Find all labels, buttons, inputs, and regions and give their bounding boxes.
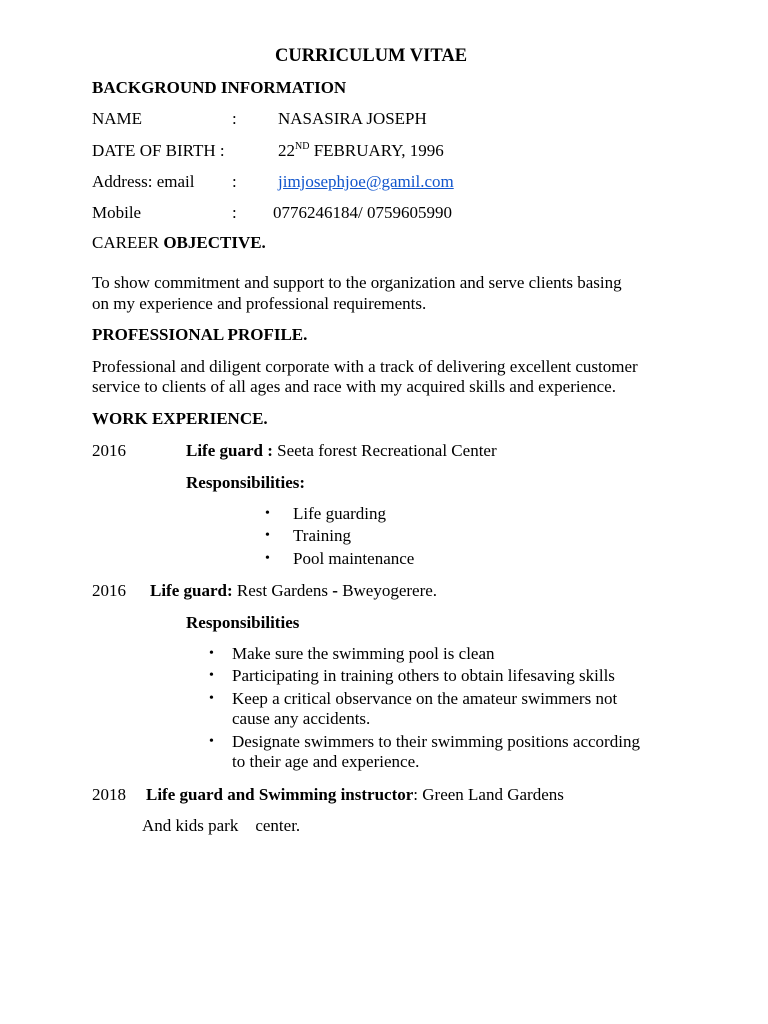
list-item: Pool maintenance [293, 549, 415, 568]
job-title-continuation: And kids park center. [142, 816, 301, 835]
profile-text-line: service to clients of all ages and race with my acquired skills and experience. [92, 377, 616, 396]
bullet-icon: • [265, 528, 270, 543]
list-item: Designate swimmers to their swimming positions according [232, 732, 640, 751]
list-item: Life guarding [293, 504, 386, 523]
bullet-icon: • [209, 646, 214, 661]
dob-value: 22ND FEBRUARY, 1996 [278, 141, 444, 160]
job-year: 2016 [92, 441, 126, 460]
mobile-label: Mobile [92, 203, 142, 222]
list-item: Participating in training others to obtain lifesaving skills [232, 666, 615, 685]
page-title: CURRICULUM VITAE [275, 46, 468, 66]
career-heading: CAREER OBJECTIVE. [92, 233, 266, 252]
bullet-icon: • [209, 691, 214, 706]
list-item: Keep a critical observance on the amateur swimmers not [232, 689, 618, 708]
job-year: 2018 [92, 785, 126, 804]
job-title: Life guard: Rest Gardens - Bweyogerere. [150, 581, 438, 600]
career-text-line: To show commitment and support to the organization and serve clients basing [92, 273, 622, 292]
list-item: Make sure the swimming pool is clean [232, 644, 495, 663]
bullet-icon: • [265, 551, 270, 566]
profile-heading: PROFESSIONAL PROFILE. [92, 325, 308, 344]
responsibilities-heading: Responsibilities [186, 613, 300, 632]
responsibilities-heading: Responsibilities: [186, 473, 306, 492]
list-item-continuation: to their age and experience. [232, 752, 420, 771]
email-link[interactable]: jimjosephjoe@gamil.com [278, 172, 454, 191]
bullet-icon: • [209, 668, 214, 683]
work-heading: WORK EXPERIENCE. [92, 409, 268, 428]
job-title: Life guard and Swimming instructor: Green Land Gardens [146, 785, 564, 804]
list-item-continuation: cause any accidents. [232, 709, 371, 728]
mobile-value: 0776246184/ 0759605990 [273, 203, 452, 222]
email-label: Address: email [92, 172, 195, 191]
job-title: Life guard : Seeta forest Recreational Center [186, 441, 497, 460]
name-value: NASASIRA JOSEPH [278, 109, 427, 128]
bullet-icon: • [209, 734, 214, 749]
email-colon: : [232, 172, 237, 191]
list-item: Training [293, 526, 351, 545]
profile-text-line: Professional and diligent corporate with a track of delivering excellent customer [92, 357, 638, 376]
name-colon: : [232, 109, 237, 128]
dob-label: DATE OF BIRTH : [92, 141, 225, 160]
bullet-icon: • [265, 506, 270, 521]
mobile-colon: : [232, 203, 237, 222]
job-year: 2016 [92, 581, 126, 600]
career-text-line: on my experience and professional requirements. [92, 294, 427, 313]
background-heading: BACKGROUND INFORMATION [92, 78, 347, 97]
name-label: NAME [92, 109, 143, 128]
